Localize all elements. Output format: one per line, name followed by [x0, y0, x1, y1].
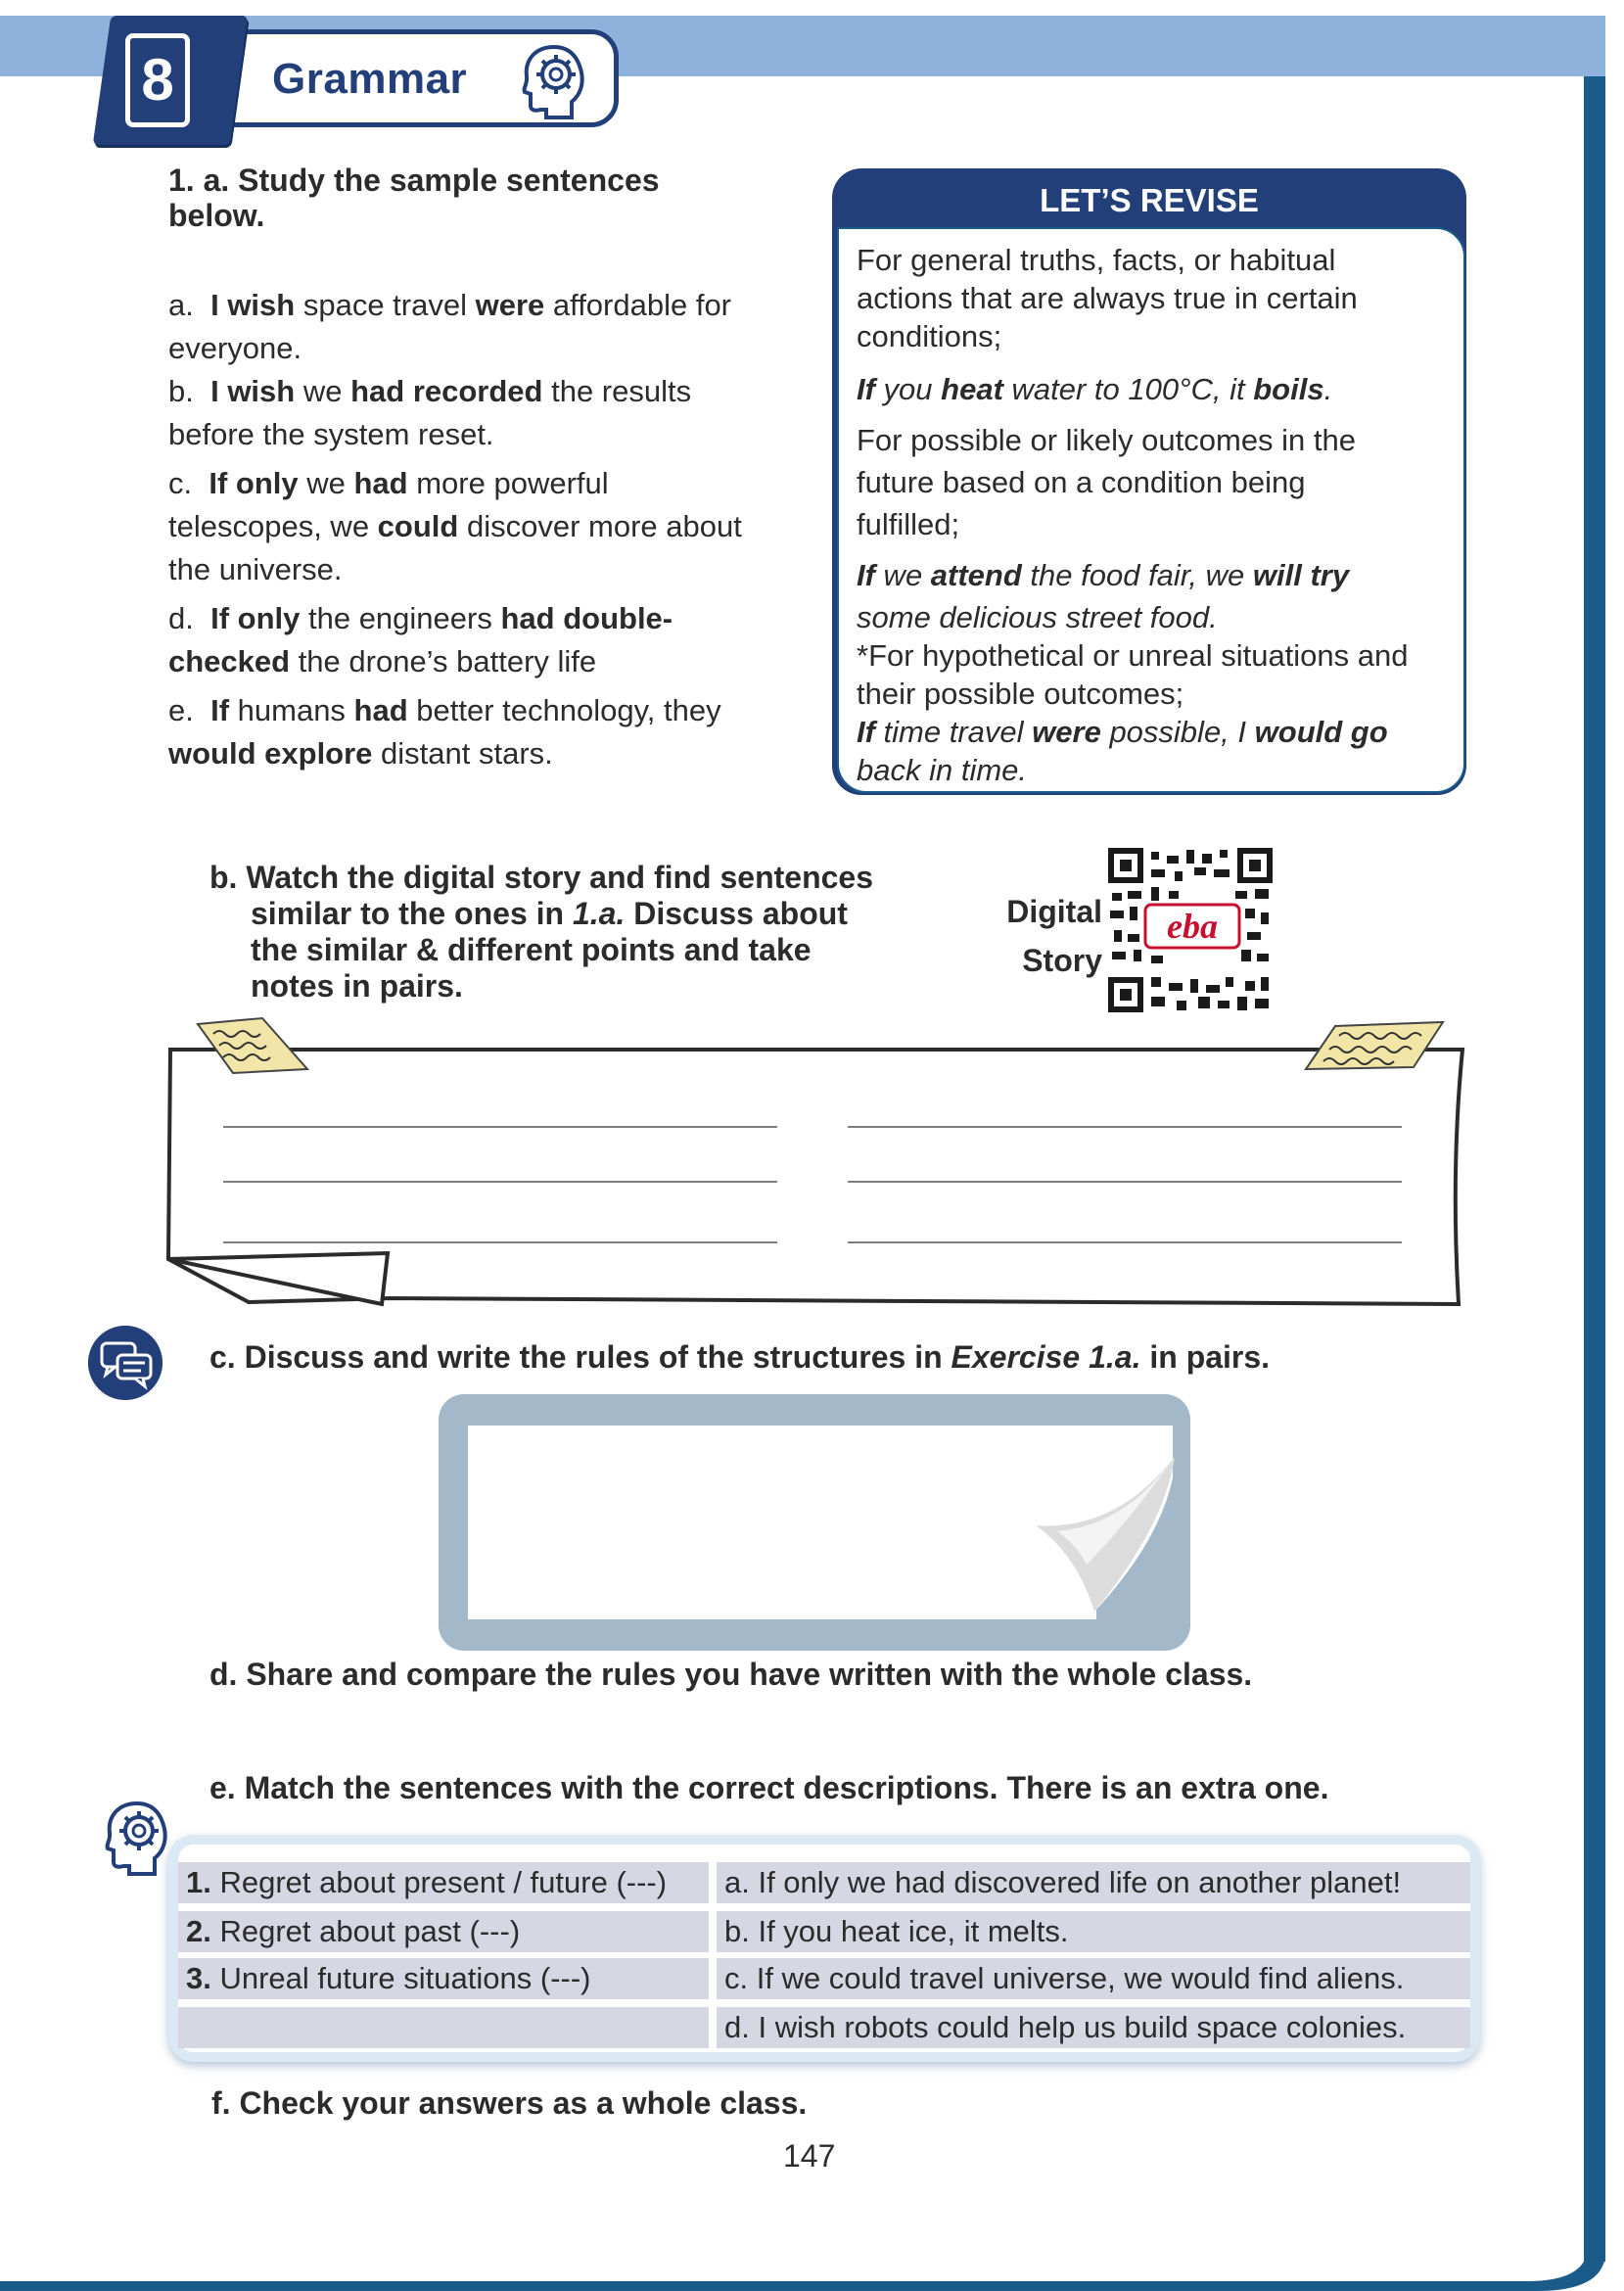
match-right-c: c. If we could travel universe, we would find aliens.: [717, 1958, 1470, 1999]
digital-story-label: Digital Story: [1006, 894, 1102, 978]
write-line[interactable]: [848, 1126, 1402, 1128]
revise-rule-3: *For hypothetical or unreal situations and their possible outcomes;: [857, 638, 1409, 711]
revise-title: LET’S REVISE: [1040, 182, 1259, 218]
thinking-head-icon: [517, 41, 587, 119]
ex1a-heading-line2: below.: [168, 198, 265, 233]
write-line[interactable]: [848, 1241, 1402, 1243]
ex1f-instructions: f. Check your answers as a whole class.: [211, 2085, 808, 2121]
write-line[interactable]: [223, 1241, 777, 1243]
revise-example-2: If we attend the food fair, we will try some delicious street food.: [857, 558, 1350, 634]
qr-logo: eba: [1167, 907, 1218, 946]
match-left-3: 3. Unreal future situations (---): [178, 1958, 709, 1999]
match-left-1: 1. Regret about present / future (---): [178, 1862, 709, 1903]
sentence-b: b. I wish we had recorded the results before the system reset.: [168, 374, 692, 451]
sentence-d: d. If only the engineers had double- checked the drone’s battery life: [168, 601, 673, 678]
sentence-c: c. If only we had more powerful telescopes, we could discover more about the universe.: [168, 466, 742, 586]
thinking-head-icon: [100, 1798, 170, 1876]
write-line[interactable]: [223, 1181, 777, 1183]
sentence-e: e. If humans had better technology, they would explore distant stars.: [168, 693, 721, 771]
note-paper: [164, 1012, 1476, 1326]
ex1a-heading: [168, 163, 660, 233]
ex1d-instructions: d. Share and compare the rules you have written with the whole class.: [209, 1657, 1253, 1692]
page-curl: [1018, 1418, 1184, 1633]
revise-rule-2: For possible or likely outcomes in the future based on a condition being fulfilled;: [857, 423, 1357, 541]
match-left-4: [178, 2007, 709, 2048]
discussion-icon: [88, 1326, 162, 1400]
section-title: Grammar: [272, 55, 468, 103]
revise-example-1: If you heat water to 100°C, it boils.: [857, 372, 1333, 406]
revise-rule-1: For general truths, facts, or habitual actions that are always true in certain conditions;: [857, 243, 1358, 353]
ex1c-instructions: c. Discuss and write the rules of the structures in Exercise 1.a. in pairs.: [209, 1339, 1271, 1375]
match-left-2: 2. Regret about past (---): [178, 1911, 709, 1952]
ex1b-instructions: b. Watch the digital story and find sentences similar to the ones in 1.a. Discuss about the similar & different points and take notes in pairs.: [209, 860, 874, 1004]
unit-number: 8: [125, 33, 190, 127]
page-edge-bar: [1584, 76, 1605, 2262]
ex1a-heading-line1: 1. a. Study the sample sentences: [168, 163, 660, 198]
qr-code-icon[interactable]: [1108, 848, 1273, 1012]
match-right-b: b. If you heat ice, it melts.: [717, 1911, 1470, 1952]
revise-example-3: If time travel were possible, I would go back in time.: [857, 715, 1388, 787]
match-right-d: d. I wish robots could help us build space colonies.: [717, 2007, 1470, 2048]
page-number: 147: [783, 2138, 836, 2174]
bottom-border: [0, 2248, 1605, 2291]
match-right-a: a. If only we had discovered life on another planet!: [717, 1862, 1470, 1903]
sample-sentences: [168, 284, 814, 775]
write-line[interactable]: [223, 1126, 777, 1128]
write-line[interactable]: [848, 1181, 1402, 1183]
ex1e-instructions: e. Match the sentences with the correct descriptions. There is an extra one.: [209, 1770, 1329, 1805]
sentence-a: a. I wish space travel were affordable for everyone.: [168, 288, 732, 365]
